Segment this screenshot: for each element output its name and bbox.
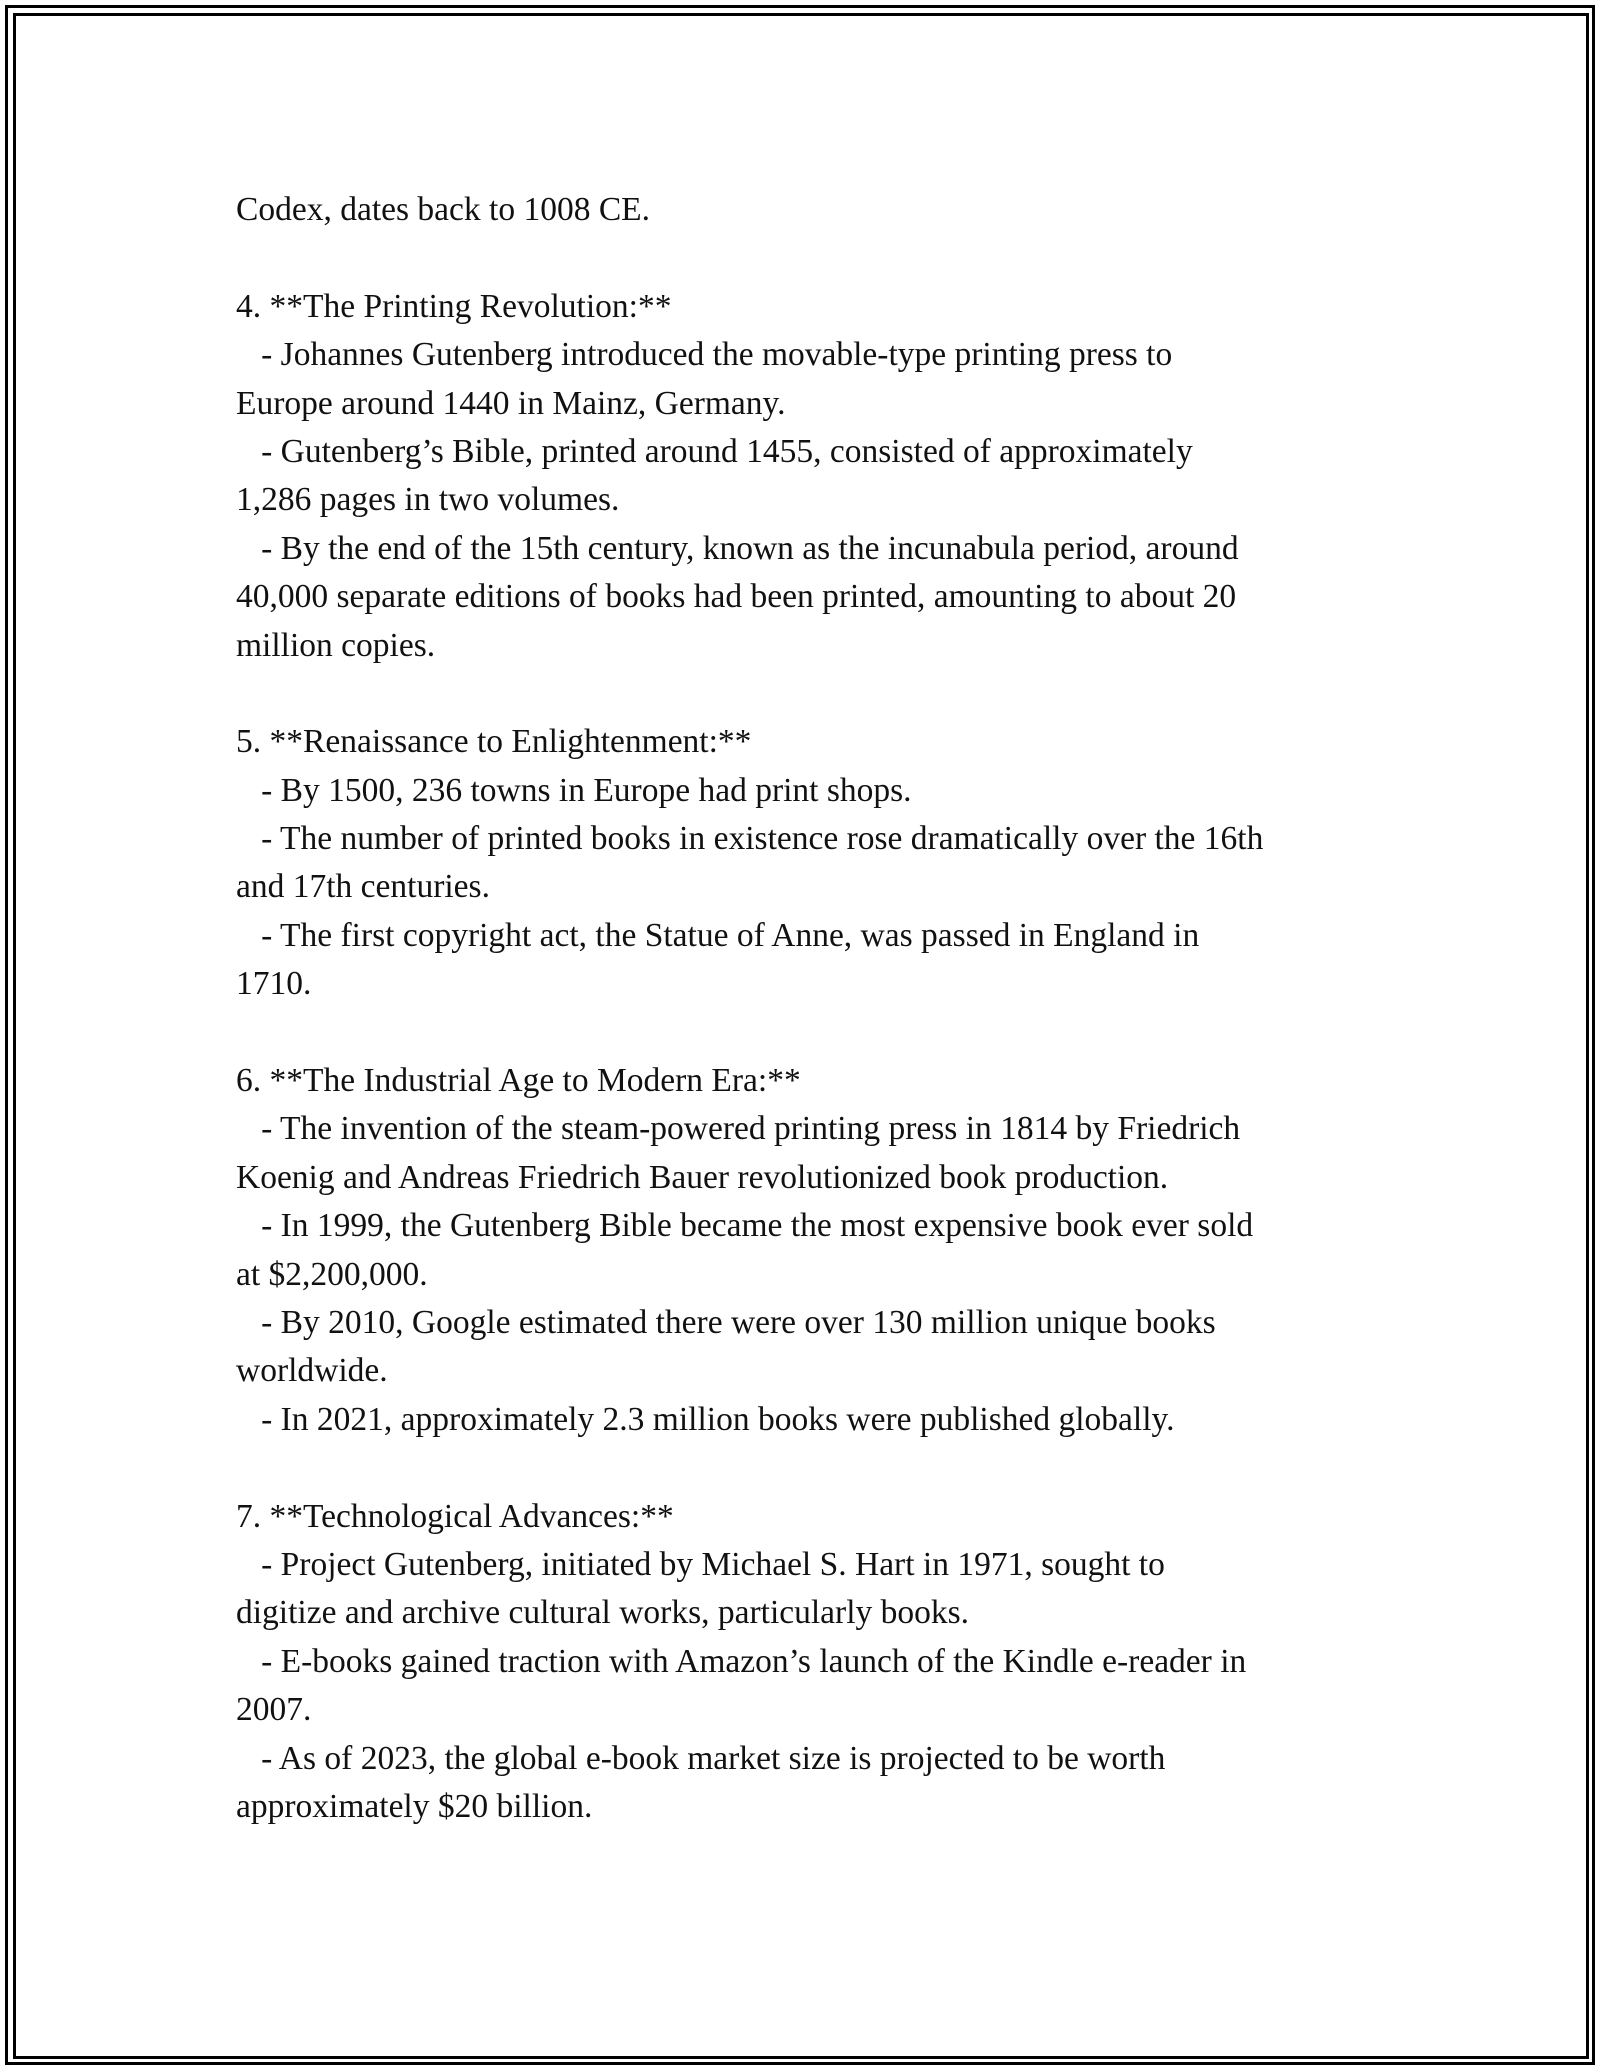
section-line: - In 2021, approximately 2.3 million books were published globally.	[236, 1400, 1175, 1438]
section-line: Europe around 1440 in Mainz, Germany.	[236, 384, 786, 422]
section-line: million copies.	[236, 626, 436, 664]
section-line: digitize and archive cultural works, particularly books.	[236, 1594, 970, 1632]
document-body	[236, 186, 1376, 1831]
section-line: - The first copyright act, the Statue of Anne, was passed in England in	[236, 916, 1200, 954]
section-industrial-age	[236, 1057, 1376, 1444]
section-line: - The number of printed books in existence rose dramatically over the 16th	[236, 820, 1264, 858]
section-line: - By 2010, Google estimated there were over 130 million unique books	[236, 1303, 1216, 1341]
spacer	[236, 1009, 1376, 1057]
section-line: - Project Gutenberg, initiated by Michael S. Hart in 1971, sought to	[236, 1545, 1165, 1583]
spacer	[236, 670, 1376, 718]
section-line: - The invention of the steam-powered printing press in 1814 by Friedrich	[236, 1110, 1241, 1148]
section-heading: 6. **The Industrial Age to Modern Era:**	[236, 1062, 801, 1100]
section-line: - As of 2023, the global e-book market size is projected to be worth	[236, 1739, 1166, 1777]
section-heading: 7. **Technological Advances:**	[236, 1497, 674, 1535]
section-heading: 4. **The Printing Revolution:**	[236, 287, 672, 325]
section-heading: 5. **Renaissance to Enlightenment:**	[236, 723, 752, 761]
section-renaissance	[236, 718, 1376, 1008]
section-line: and 17th centuries.	[236, 868, 490, 906]
section-line: worldwide.	[236, 1352, 388, 1390]
section-line: approximately $20 billion.	[236, 1787, 593, 1825]
section-line: 40,000 separate editions of books had been printed, amounting to about 20	[236, 578, 1237, 616]
section-line: - By 1500, 236 towns in Europe had print shops.	[236, 771, 912, 809]
section-line: - Johannes Gutenberg introduced the movable-type printing press to	[236, 336, 1173, 374]
spacer	[236, 234, 1376, 282]
section-line: at $2,200,000.	[236, 1255, 428, 1293]
spacer	[236, 1444, 1376, 1492]
section-printing-revolution	[236, 283, 1376, 670]
section-line: - In 1999, the Gutenberg Bible became the most expensive book ever sold	[236, 1207, 1254, 1245]
section-line: Koenig and Andreas Friedrich Bauer revolutionized book production.	[236, 1158, 1169, 1196]
section-line: 1710.	[236, 965, 312, 1003]
section-line: - By the end of the 15th century, known as the incunabula period, around	[236, 529, 1239, 567]
section-line: - Gutenberg’s Bible, printed around 1455, consisted of approximately	[236, 432, 1193, 470]
section-line: 1,286 pages in two volumes.	[236, 481, 620, 519]
opening-line: Codex, dates back to 1008 CE.	[236, 191, 651, 228]
section-line: - E-books gained traction with Amazon’s launch of the Kindle e-reader in	[236, 1642, 1247, 1680]
section-line: 2007.	[236, 1691, 312, 1729]
section-technological-advances	[236, 1493, 1376, 1832]
